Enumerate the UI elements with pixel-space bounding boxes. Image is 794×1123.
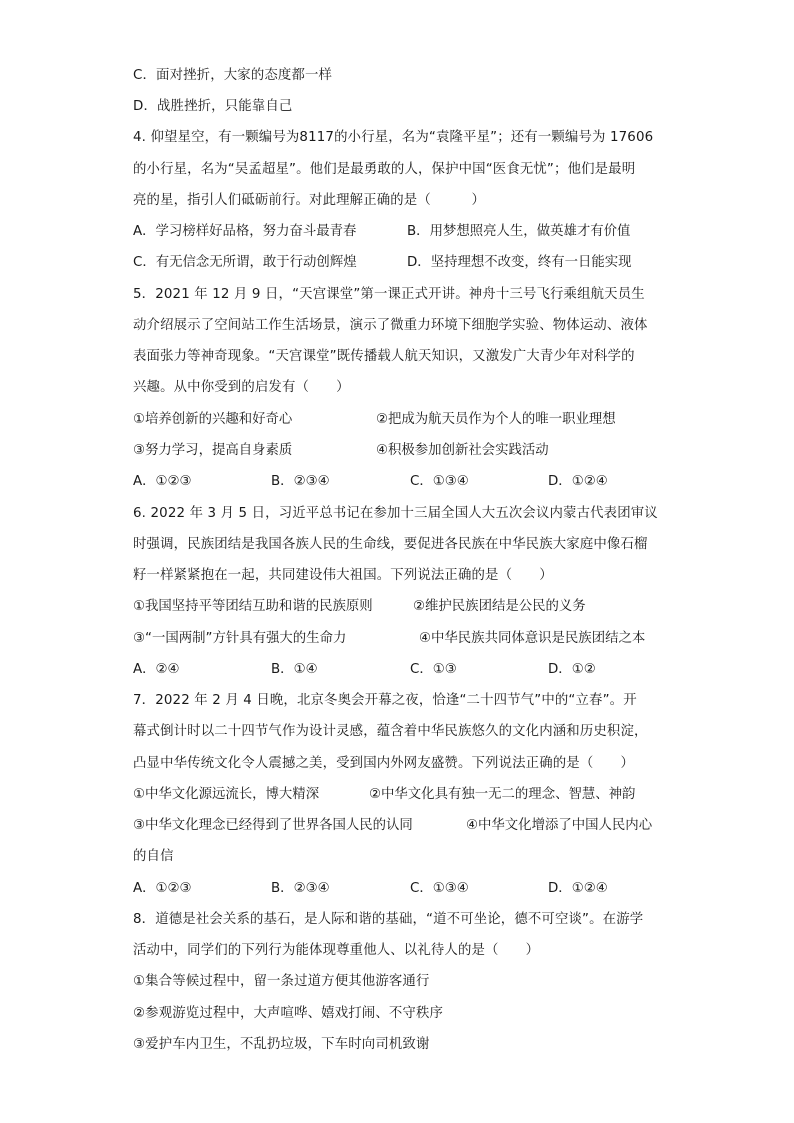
q7-statement: ②中华文化具有独一无二的理念、智慧、神韵 bbox=[369, 787, 636, 802]
q5-stem-line: 5．2021 年 12 月 9 日，“天宫课堂”第一课正式开讲。神舟十三号飞行乘组航天员生 bbox=[133, 287, 645, 302]
q4-option-c: C．有无信念无所谓，敢于行动创辉煌 bbox=[133, 255, 357, 270]
q7-statement: ①中华文化源远流长，博大精深 bbox=[133, 787, 320, 802]
q6-stem-line: 6. 2022 年 3 月 5 日，习近平总书记在参加十三届全国人大五次会议内蒙古代表团审议 bbox=[133, 506, 658, 521]
q4-stem-line: 4. 仰望星空，有一颗编号为8117的小行星，名为“袁隆平星”；还有一颗编号为 17606 bbox=[133, 130, 654, 145]
q5-option-a: A．①②③ bbox=[133, 474, 192, 489]
q4-option-a: A．学习榜样好品格，努力奋斗最青春 bbox=[133, 224, 357, 239]
q7-stem-line: 7．2022 年 2 月 4 日晚，北京冬奥会开幕之夜，恰逢“二十四节气”中的“立春”。开 bbox=[133, 693, 637, 708]
q6-stem-line: 时强调，民族团结是我国各族人民的生命线，要促进各民族在中华民族大家庭中像石榴 bbox=[133, 537, 648, 552]
q6-option-b: B．①④ bbox=[271, 662, 318, 677]
q5-stem-line: 兴趣。从中你受到的启发有（ ） bbox=[133, 380, 350, 395]
q6-statement: ③“一国两制”方针具有强大的生命力 bbox=[133, 631, 347, 646]
q5-stem-line: 表面张力等神奇现象。“天宫课堂”既传播载人航天知识，又激发广大青少年对科学的 bbox=[133, 349, 635, 364]
q7-stem-line: 凸显中华传统文化令人震撼之美，受到国内外网友盛赞。下列说法正确的是（ ） bbox=[133, 756, 635, 771]
q7-option-b: B．②③④ bbox=[271, 881, 330, 896]
q6-statement: ①我国坚持平等团结互助和谐的民族原则 bbox=[133, 599, 373, 614]
q7-option-a: A．①②③ bbox=[133, 881, 192, 896]
q4-option-b: B．用梦想照亮人生，做英雄才有价值 bbox=[407, 224, 631, 239]
q5-statement: ①培养创新的兴趣和好奇心 bbox=[133, 412, 293, 427]
q5-stem-line: 动介绍展示了空间站工作生活场景，演示了微重力环境下细胞学实验、物体运动、液体 bbox=[133, 318, 648, 333]
q4-stem-line: 亮的星，指引人们砥砺前行。对此理解正确的是（ ） bbox=[133, 193, 486, 208]
q5-statement: ④积极参加创新社会实践活动 bbox=[376, 443, 549, 458]
q5-statement: ②把成为航天员作为个人的唯一职业理想 bbox=[376, 412, 616, 427]
q5-option-c: C．①③④ bbox=[410, 474, 469, 489]
q4-stem-line: 的小行星，名为“吴孟超星”。他们是最勇敢的人，保护中国“医食无忧”；他们是最明 bbox=[133, 162, 636, 177]
q6-option-c: C．①③ bbox=[410, 662, 457, 677]
q3-option-c: C．面对挫折，大家的态度都一样 bbox=[133, 68, 333, 83]
q6-option-a: A．②④ bbox=[133, 662, 180, 677]
q8-statement: ①集合等候过程中，留一条过道方便其他游客通行 bbox=[133, 974, 430, 989]
q7-option-c: C．①③④ bbox=[410, 881, 469, 896]
q8-statement: ②参观游览过程中，大声喧哗、嬉戏打闹、不守秩序 bbox=[133, 1006, 444, 1021]
q8-statement: ③爱护车内卫生，不乱扔垃圾，下车时向司机致谢 bbox=[133, 1037, 430, 1052]
q8-stem-line: 活动中，同学们的下列行为能体现尊重他人、以礼待人的是（ ） bbox=[133, 943, 540, 958]
q6-stem-line: 籽一样紧紧抱在一起，共同建设伟大祖国。下列说法正确的是（ ） bbox=[133, 568, 553, 583]
q6-option-d: D．①② bbox=[548, 662, 596, 677]
q5-option-b: B．②③④ bbox=[271, 474, 330, 489]
q5-statement: ③努力学习，提高自身素质 bbox=[133, 443, 293, 458]
q3-option-d: D．战胜挫折，只能靠自己 bbox=[133, 99, 293, 114]
q7-stem-line: 幕式倒计时以二十四节气作为设计灵感，蕴含着中华民族悠久的文化内涵和历史积淀， bbox=[133, 724, 648, 739]
q7-statement-continuation: 的自信 bbox=[133, 849, 174, 864]
q7-statement: ④中华文化增添了中国人民内心 bbox=[466, 818, 653, 833]
q5-option-d: D．①②④ bbox=[548, 474, 608, 489]
q4-option-d: D．坚持理想不改变，终有一日能实现 bbox=[407, 255, 632, 270]
q6-statement: ②维护民族团结是公民的义务 bbox=[413, 599, 586, 614]
q7-option-d: D．①②④ bbox=[548, 881, 608, 896]
q7-statement: ③中华文化理念已经得到了世界各国人民的认同 bbox=[133, 818, 413, 833]
q8-stem-line: 8．道德是社会关系的基石，是人际和谐的基础，“道不可坐论，德不可空谈”。在游学 bbox=[133, 912, 644, 927]
q6-statement: ④中华民族共同体意识是民族团结之本 bbox=[419, 631, 646, 646]
